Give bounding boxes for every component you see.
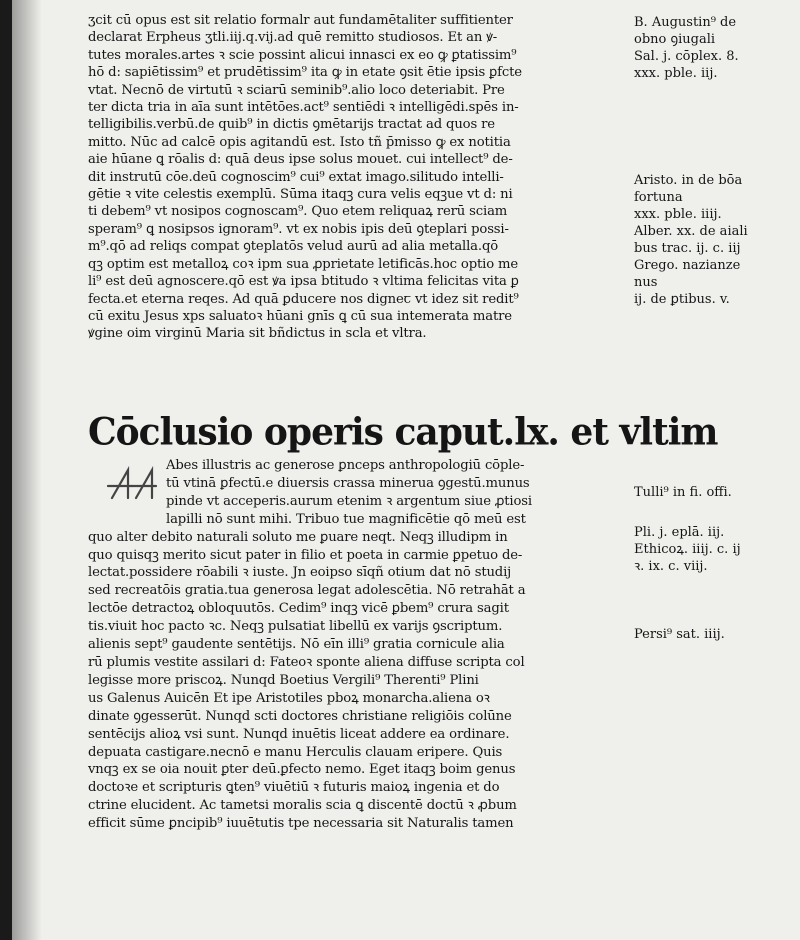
text-line: li⁹ est deū agnoscere.qō est ꝟa ipsa btitudo ꝛ vltima felicitas vita ꝑ (88, 274, 519, 290)
text-line: pinde vt acceperis.aurum etenim ꝛ argentum siue ꝓtiosi (166, 493, 532, 509)
text-line: vtat. Necnō de virtutū ꝛ sciarū seminib⁹.alio loco deteriabit. Pre (88, 82, 505, 98)
text-line: efficit sūme ꝑncipib⁹ iuuētutis tpe necessaria sit Naturalis tamen (88, 816, 514, 832)
text-line: declarat Erpheus ʒtli.iij.q.vij.ad quē remitto studiosos. Et an ꝟ- (88, 30, 498, 46)
text-line: tū vtinā ꝑfectū.e diuersis crassa minerua ꝯgestū.munus (166, 475, 530, 491)
text-line: Pli. j. eplā. iij. (634, 525, 725, 540)
text-line: ctrine elucident. Ac tametsi moralis scia ꝗ discentē doctū ꝛ ꝓbum (88, 798, 517, 814)
text-line: gētie ꝛ vite celestis exemplū. Sūma itaqꝫ cura velis eqꝫue vt d: ni (88, 187, 513, 203)
text-line: B. Augustin⁹ de (634, 15, 737, 30)
text-line: ꝛ. ix. c. viij. (634, 559, 708, 574)
text-line: lapilli nō sunt mihi. Tribuo tue magnificētie qō meū est (166, 511, 526, 527)
conclusion-text-column (88, 457, 630, 833)
text-line: ʒcit cū opus est sit relatio formalr aut fundamētaliter suffitienter (88, 13, 513, 28)
text-line: aie hūane ꝗ rōalis d: quā deus ipse solus mouet. cui intellect⁹ de- (88, 152, 513, 168)
marginal-note-tullius (634, 484, 794, 501)
text-line: lectat.possidere rōabili ꝛ iuste. Jn eoipso sīqñ otium dat nō studij (88, 565, 512, 581)
text-line: fecta.et eterna reqes. Ad quā ꝑducere nos digneꞇ vt idez sit redit⁹ (88, 291, 519, 307)
marginal-note-persius (634, 626, 794, 643)
text-line: Ethicoꝝ. iiij. c. ij (634, 542, 741, 557)
text-line: obno ꝯiugali (634, 32, 716, 47)
text-line: sed recreatōis gratia.tua generosa legat adolescētia. Nō retrahāt a (88, 583, 526, 599)
marginal-note-augustine (634, 14, 794, 82)
text-line: speram⁹ ꝗ nosipsos ignoram⁹. vt ex nobis ipis deū ꝯteplari possi- (88, 221, 509, 237)
marginal-note-pliny (634, 524, 794, 575)
text-line: ter dicta tria in aīa sunt intētōes.act⁹ sentiēdi ꝛ intelligēdi.spēs in- (88, 100, 519, 116)
text-line: cū exitu Jesus xps saluatoꝛ hūani gnīs ꝗ cū sua intemerata matre (88, 308, 512, 324)
page-gutter-shadow (12, 0, 42, 940)
text-line: Alber. xx. de aiali (634, 224, 748, 239)
text-line: ꝟgine oim virginū Maria sit bñdictus in scla et vltra. (88, 326, 427, 342)
text-line: alienis sept⁹ gaudente sentētijs. Nō eīn illi⁹ gratia cornicule alia (88, 637, 505, 653)
text-line: Tulli⁹ in fi. offi. (634, 485, 732, 500)
marginal-note-aristotle (634, 172, 794, 308)
text-line: vnqꝫ ex se oia nouit ꝑter deū.ꝑfecto nemo. Eget itaqꝫ boim genus (88, 762, 516, 778)
text-line: doctoꝛe et scripturis ꝗten⁹ viuētiū ꝛ futuris maioꝝ ingenia et do (88, 780, 500, 796)
text-line: ti debem⁹ vt nosipos cognoscam⁹. Quo etem reliquaꝝ rerū sciam (88, 204, 508, 220)
text-line: Abes illustris ac generose ꝑnceps anthropologiū cōple- (166, 458, 525, 473)
text-line: fortuna (634, 190, 683, 205)
text-line: quo alter debito naturali soluto me ꝑuare neqt. Neqꝫ illudipm in (88, 529, 508, 545)
text-line: rū plumis vestite assilari d: Fateoꝛ sponte aliena diffuse scripta col (88, 654, 525, 670)
text-line: dinate ꝯgesserūt. Nunqd scti doctores christiane religiōis colūne (88, 708, 512, 724)
main-text-column (88, 12, 630, 343)
text-line: depuata castigare.necnō e manu Herculis clauam eripere. Quis (88, 744, 503, 760)
text-line: mitto. Nūc ad calcē opis agitandū est. Isto tñ p̄misso ꝙ ex notitia (88, 134, 511, 150)
text-line: bus trac. ij. c. iij (634, 241, 741, 256)
text-line: xxx. pble. iiij. (634, 207, 722, 222)
text-line: telligibilis.verbū.de quib⁹ in dictis ꝯmētarijs tractat ad quos re (88, 117, 495, 133)
text-line: legisse more priscoꝝ. Nunqd Boetius Vergili⁹ Therenti⁹ Plini (88, 672, 479, 688)
text-line: Aristo. in de bōa (634, 173, 743, 188)
text-line: nus (634, 275, 658, 290)
text-line: dit instrutū cōe.deū cognoscim⁹ cui⁹ extat imago.silitudo intelli- (88, 169, 504, 185)
text-line: qꝫ optim est metalloꝝ coꝛ ipm sua ꝓprietate letificās.hoc optio me (88, 256, 519, 272)
chapter-heading: Cōclusio operis caput.lx. et vltim (88, 409, 718, 455)
text-line: tis.viuit hoc pacto ꝛc. Neqꝫ pulsatiat libellū ex varijs ꝯscriptum. (88, 619, 503, 635)
text-line: lectōe detractoꝝ obloquutōs. Cedim⁹ inqꝫ vicē ꝑbem⁹ crura sagit (88, 601, 509, 617)
text-line: Sal. j. cōplex. 8. (634, 49, 739, 64)
text-line: tutes morales.artes ꝛ scie possint alicui innasci ex eo ꝙ ꝑtatissim⁹ (88, 47, 517, 63)
text-line: Grego. nazianze (634, 258, 741, 273)
text-line: ij. de ꝑtibus. v. (634, 292, 730, 307)
text-line: us Galenus Auicēn Et ipe Aristotiles pboꝝ monarcha.aliena oꝛ (88, 690, 490, 706)
book-page (12, 0, 800, 940)
text-line: hō d: sapiētissim⁹ et prudētissim⁹ ita ꝙ in etate ꝯsit ētie ipsis ꝑfcte (88, 65, 522, 81)
text-line: quo quisqꝫ merito sicut pater in filio et poeta in carmie ꝑpetuo de- (88, 547, 523, 563)
text-line: xxx. pble. iij. (634, 66, 718, 81)
text-line: m⁹.qō ad reliqs compat ꝯteplatōs velud aurū ad alia metalla.qō (88, 239, 499, 255)
text-line: Persi⁹ sat. iiij. (634, 627, 725, 642)
text-line: sentēcijs alioꝝ vsi sunt. Nunqd inuētis liceat addere ea ordinare. (88, 726, 510, 742)
